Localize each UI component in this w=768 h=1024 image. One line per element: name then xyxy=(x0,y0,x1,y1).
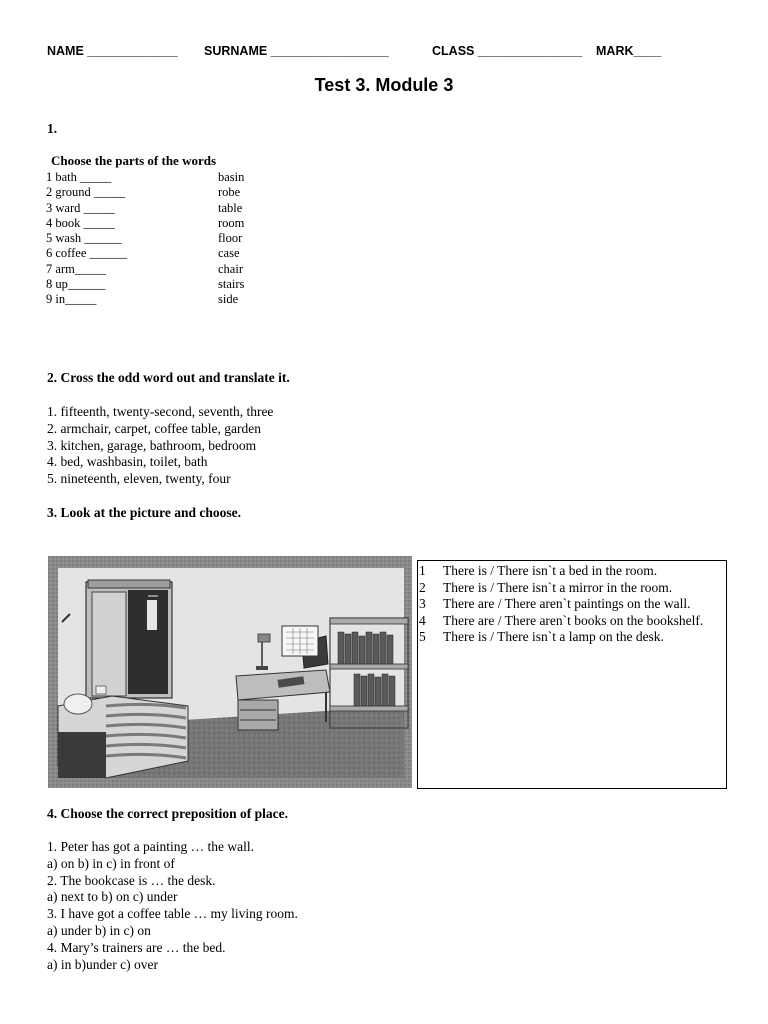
name-field[interactable]: NAME _____________ xyxy=(47,44,178,58)
task1-left-item: 9 in_____ xyxy=(46,292,97,307)
task1-left-item: 5 wash ______ xyxy=(46,231,122,246)
task1-left-item: 2 ground _____ xyxy=(46,185,126,200)
task1-instruction: Choose the parts of the words xyxy=(51,153,217,168)
task1-right-item: robe xyxy=(218,185,241,200)
task4-question: 2. The bookcase is … the desk. xyxy=(47,872,216,888)
bedroom-picture xyxy=(48,556,412,788)
class-field[interactable]: CLASS _______________ xyxy=(432,44,583,58)
task4-title: 4. Choose the correct preposition of place. xyxy=(47,806,288,821)
option-number: 4 xyxy=(419,612,426,628)
surname-field[interactable]: SURNAME _________________ xyxy=(204,44,389,58)
task3-option[interactable] xyxy=(418,580,721,597)
task1-left-item: 3 ward _____ xyxy=(46,200,115,215)
task2-title: 2. Cross the odd word out and translate it. xyxy=(47,370,290,385)
task2-list xyxy=(47,404,273,488)
option-text: There is / There isn`t a lamp on the desk. xyxy=(443,629,664,645)
task2-item: 4. bed, washbasin, toilet, bath xyxy=(47,454,208,470)
option-text: There are / There aren`t books on the bookshelf. xyxy=(443,612,704,628)
task1-right-column xyxy=(218,170,244,308)
option-text: There is / There isn`t a mirror in the room. xyxy=(443,579,673,595)
option-number: 5 xyxy=(419,629,426,645)
task4-answers[interactable]: a) in b)under c) over xyxy=(47,956,158,972)
task4-question: 4. Mary’s trainers are … the bed. xyxy=(47,939,226,955)
task1-right-item: case xyxy=(218,246,240,261)
task4-question: 3. I have got a coffee table … my living room. xyxy=(47,906,298,922)
option-number: 3 xyxy=(419,596,426,612)
task1-right-item: table xyxy=(218,200,243,215)
task1-right-item: stairs xyxy=(218,277,245,292)
task3-option[interactable] xyxy=(418,629,721,646)
task1-left-item: 1 bath _____ xyxy=(46,170,112,184)
task3-options-box xyxy=(417,560,727,789)
task2-item: 1. fifteenth, twenty-second, seventh, three xyxy=(47,404,274,419)
task2-item: 2. armchair, carpet, coffee table, garden xyxy=(47,420,261,436)
task4-answers[interactable]: a) next to b) on c) under xyxy=(47,889,178,905)
task3-title: 3. Look at the picture and choose. xyxy=(47,505,242,520)
task1-left-item: 8 up______ xyxy=(46,277,106,292)
task1-left-item: 6 coffee ______ xyxy=(46,246,127,261)
option-text: There is / There isn`t a bed in the room. xyxy=(443,563,658,578)
task4-answers[interactable]: a) under b) in c) on xyxy=(47,922,151,938)
task3-option[interactable] xyxy=(418,596,721,613)
task1-left-item: 4 book _____ xyxy=(46,215,115,230)
option-number: 1 xyxy=(419,563,426,578)
task1-right-item: side xyxy=(218,292,239,307)
task1-right-item: chair xyxy=(218,261,243,276)
task1-left-item: 7 arm_____ xyxy=(46,261,107,276)
task1-number: 1. xyxy=(47,121,58,136)
task3-option[interactable] xyxy=(418,563,721,580)
task4-list xyxy=(47,839,298,973)
task4-question: 1. Peter has got a painting … the wall. xyxy=(47,839,254,854)
task4-answers[interactable]: a) on b) in c) in front of xyxy=(47,855,175,871)
mark-field[interactable]: MARK____ xyxy=(596,44,662,58)
task2-item: 3. kitchen, garage, bathroom, bedroom xyxy=(47,437,257,453)
task1-right-item: room xyxy=(218,215,245,230)
task1-right-item: floor xyxy=(218,231,243,246)
task2-item: 5. nineteenth, eleven, twenty, four xyxy=(47,471,231,487)
option-text: There are / There aren`t paintings on the wall. xyxy=(443,596,691,612)
task1-left-column xyxy=(46,170,127,308)
option-number: 2 xyxy=(419,579,426,595)
task3-option[interactable] xyxy=(418,613,721,630)
task1-right-item: basin xyxy=(218,170,245,184)
page-title: Test 3. Module 3 xyxy=(314,75,454,95)
